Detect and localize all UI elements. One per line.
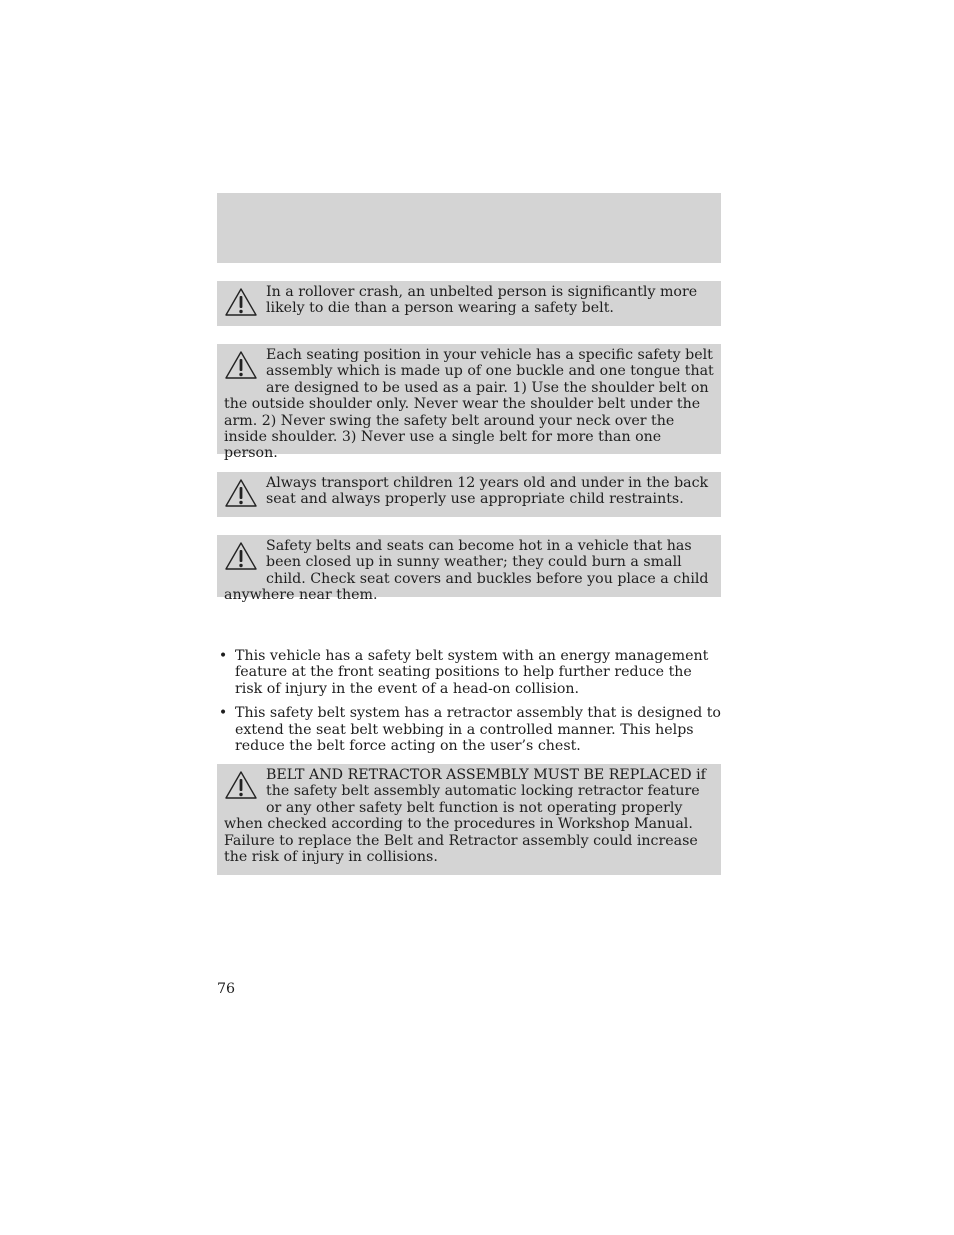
warning-triangle-icon bbox=[224, 770, 258, 800]
list-item bbox=[217, 705, 721, 754]
warning-text: BELT AND RETRACTOR ASSEMBLY MUST BE REPLACED if the safety belt assembly automatic locking retractor feature or any other safety belt function is not operating properly when checked according to the procedures in Workshop Manual. Failure to replace the Belt and Retractor assembly could increase the risk of injury in collisions. bbox=[224, 767, 706, 866]
bullet-list bbox=[217, 648, 721, 762]
warning-triangle-icon bbox=[224, 478, 258, 508]
warning-box-children bbox=[217, 472, 721, 517]
bullet-marker: • bbox=[218, 705, 228, 722]
list-item-text: This vehicle has a safety belt system with an energy management feature at the front seating positions to help further reduce the risk of injury in the event of a head-on collision. bbox=[235, 648, 709, 697]
warning-triangle-icon bbox=[224, 541, 258, 571]
list-item-text: This safety belt system has a retractor assembly that is designed to extend the seat belt webbing in a controlled manner. This helps reduce the belt force acting on the user’s chest. bbox=[235, 705, 721, 755]
warning-triangle-icon bbox=[224, 287, 258, 317]
warning-box-retractor bbox=[217, 764, 721, 875]
warning-text: Each seating position in your vehicle has a specific safety belt assembly which is made up of one buckle and one tongue that are designed to be used as a pair. 1) Use the shoulder belt on the outside shoulder only. Never wear the shoulder belt under the arm. 2) Never swing the safety belt around your neck over the inside shoulder. 3) Never use a single belt for more than one person. bbox=[224, 347, 714, 462]
list-item bbox=[217, 648, 721, 697]
warning-triangle-icon bbox=[224, 350, 258, 380]
warning-text: Safety belts and seats can become hot in a vehicle that has been closed up in sunny weather; they could burn a small child. Check seat covers and buckles before you place a child anywhere near them. bbox=[224, 538, 709, 604]
warning-box-hot-belts bbox=[217, 535, 721, 604]
warning-text: Always transport children 12 years old and under in the back seat and always properly use appropriate child restraints. bbox=[266, 475, 709, 508]
page-number: 76 bbox=[217, 981, 236, 997]
warning-box-rollover bbox=[217, 281, 721, 326]
bullet-marker: • bbox=[218, 648, 228, 664]
warning-text: In a rollover crash, an unbelted person is significantly more likely to die than a person wearing a safety belt. bbox=[266, 284, 698, 317]
warning-box-seating-position bbox=[217, 344, 721, 462]
header-band bbox=[217, 193, 721, 263]
